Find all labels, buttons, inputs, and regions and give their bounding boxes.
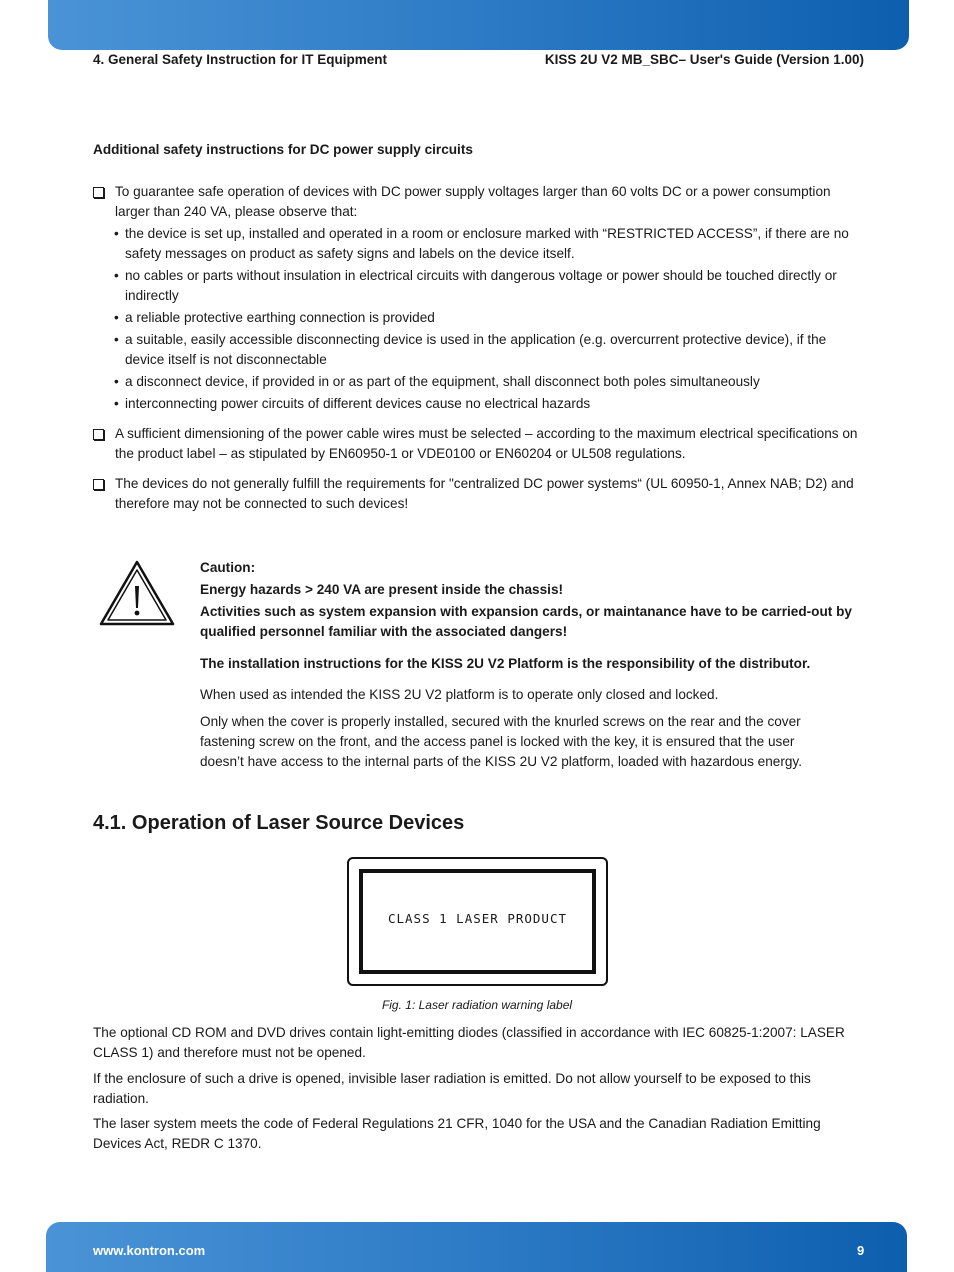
checkbox-icon <box>93 429 104 440</box>
section-title: Additional safety instructions for DC power supply circuits <box>93 142 473 157</box>
checkbox-item-text: A sufficient dimensioning of the power cable wires must be selected – according to the maximum electrical specifications on the product label – as stipulated by EN60950-1 or VDE0100 or EN60204 or UL508 regulations. <box>115 426 858 461</box>
caution-label: Caution: <box>200 560 256 575</box>
checkbox-item-text: The devices do not generally fulfill the requirements for "centralized DC power systems“ (UL 60950-1, Annex NAB; D2) and therefore may not be connected to such devices! <box>115 476 854 511</box>
caution-paragraph: Only when the cover is properly installed, secured with the knurled screws on the rear and the cover fastening screw on the front, and the access panel is locked with the key, it is ensured that the user doesn’t have access to the internal parts of the KISS 2U V2 platform, loaded with hazardous energy. <box>200 714 802 769</box>
body-paragraph: If the enclosure of such a drive is opened, invisible laser radiation is emitted. Do not allow yourself to be exposed to this radiation. <box>93 1071 811 1106</box>
bullet-text: no cables or parts without insulation in electrical circuits with dangerous voltage or power should be touched directly or indirectly <box>125 268 837 303</box>
caution-energy-hazard: Energy hazards > 240 VA are present inside the chassis! <box>200 582 564 597</box>
warning-triangle-icon <box>99 560 175 626</box>
body-paragraph: The laser system meets the code of Federal Regulations 21 CFR, 1040 for the USA and the Canadian Radiation Emitting Devices Act, REDR C 1370. <box>93 1116 821 1151</box>
bullet-icon: • <box>114 374 119 389</box>
bullet-text: the device is set up, installed and operated in a room or enclosure marked with “RESTRICTED ACCESS”, if there are no safety messages on product as safety signs and labels on the device itself. <box>125 226 849 261</box>
page-number: 9 <box>857 1243 865 1258</box>
section-heading: 4.1. Operation of Laser Source Devices <box>93 812 465 834</box>
header-band <box>48 0 909 50</box>
caution-paragraph: When used as intended the KISS 2U V2 platform is to operate only closed and locked. <box>200 687 719 702</box>
footer-url-link[interactable]: www.kontron.com <box>93 1243 206 1258</box>
bullet-icon: • <box>114 310 119 325</box>
bullet-icon: • <box>114 226 119 241</box>
bullet-icon: • <box>114 268 119 283</box>
bullet-text: a reliable protective earthing connection is provided <box>125 310 435 325</box>
laser-label-text: CLASS 1 LASER PRODUCT <box>387 911 568 926</box>
laser-label-frame <box>359 869 596 974</box>
checkbox-item-text: To guarantee safe operation of devices with DC power supply voltages larger than 60 volts DC or a power consumption larger than 240 VA, please observe that: <box>115 184 831 219</box>
checkbox-icon <box>93 479 104 490</box>
caution-distributor-note: The installation instructions for the KISS 2U V2 Platform is the responsibility of the distributor. <box>200 656 811 671</box>
header-chapter-title: 4. General Safety Instruction for IT Equipment <box>93 52 388 67</box>
bullet-text: a disconnect device, if provided in or as part of the equipment, shall disconnect both poles simultaneously <box>125 374 760 389</box>
bullet-text: a suitable, easily accessible disconnecting device is used in the application (e.g. overcurrent protective device), if the device itself is not disconnectable <box>125 332 827 367</box>
laser-warning-label <box>347 857 608 986</box>
header-document-title: KISS 2U V2 MB_SBC– User's Guide (Version 1.00) <box>544 52 864 67</box>
figure-caption: Fig. 1: Laser radiation warning label <box>381 998 573 1012</box>
caution-qualified-personnel: Activities such as system expansion with expansion cards, or maintanance have to be carried-out by qualified personnel familiar with the associated dangers! <box>200 604 852 639</box>
body-paragraph: The optional CD ROM and DVD drives contain light-emitting diodes (classified in accordance with IEC 60825-1:2007: LASER CLASS 1) and therefore must not be opened. <box>93 1025 845 1060</box>
bullet-icon: • <box>114 396 119 411</box>
bullet-icon: • <box>114 332 119 347</box>
checkbox-icon <box>93 187 104 198</box>
bullet-text: interconnecting power circuits of different devices cause no electrical hazards <box>125 396 591 411</box>
